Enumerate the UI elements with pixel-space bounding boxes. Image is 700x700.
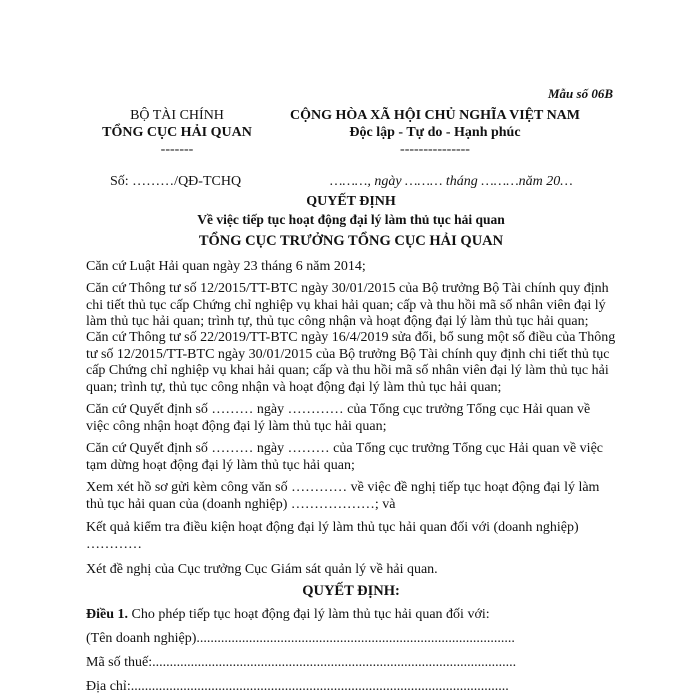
issuing-authority: TỔNG CỤC TRƯỞNG TỔNG CỤC HẢI QUAN [198, 233, 504, 249]
paragraph-legal-basis-1: Căn cứ Luật Hải quan ngày 23 tháng 6 năm 2014; [86, 259, 366, 274]
national-motto: Độc lập - Tự do - Hạnh phúc [349, 125, 521, 140]
field-tax-code: Mã số thuế:........................................................................................................ [86, 655, 517, 670]
paragraph-legal-basis-2: Căn cứ Thông tư số 12/2015/TT-BTC ngày 30/01/2015 của Bộ trưởng Bộ Tài chính quy định chi tiết thủ tục cấp Chứng chỉ nghiệp vụ khai hải quan; cấp và thu hồi mã số nhân viên đại lý làm thủ tục hải quan; trình tự, thủ tục công nhận và hoạt động đại lý làm thủ tục hải quan; [86, 281, 609, 329]
department-name: TỔNG CỤC HẢI QUAN [102, 125, 252, 140]
left-header-dashes: ------- [160, 142, 194, 157]
right-header-dashes: --------------- [400, 142, 470, 157]
document-date: ………, ngày ……… tháng ………năm 20… [330, 174, 573, 189]
article-1-label: Điều 1. [86, 607, 128, 622]
country-name: CỘNG HÒA XÃ HỘI CHỦ NGHĨA VIỆT NAM [289, 108, 580, 123]
document-title: QUYẾT ĐỊNH [306, 194, 396, 209]
ministry-name: BỘ TÀI CHÍNH [130, 108, 224, 123]
right-header [280, 107, 590, 158]
left-header [92, 107, 262, 158]
paragraph-legal-basis-4: Căn cứ Quyết định số ……… ngày ………… của Tổng cục trưởng Tổng cục Hải quan về việc công nhận hoạt động đại lý làm thủ tục hải quan; [86, 402, 591, 434]
document-subtitle: Về việc tiếp tục hoạt động đại lý làm thủ tục hải quan [197, 212, 505, 227]
decision-heading: QUYẾT ĐỊNH: [302, 583, 400, 599]
field-address: Địa chỉ:............................................................................................................ [86, 679, 509, 694]
paragraph-review: Xem xét hồ sơ gửi kèm công văn số ………… về việc đề nghị tiếp tục hoạt động đại lý làm thủ tục hải quan của (doanh nghiệp) ………………; và [86, 480, 600, 512]
article-1 [86, 607, 616, 624]
paragraph-legal-basis-3: Căn cứ Thông tư số 22/2019/TT-BTC ngày 16/4/2019 sửa đổi, bổ sung một số điều của Thông tư số 12/2015/TT-BTC ngày 30/01/2015 của Bộ trưởng Bộ Tài chính quy định chi tiết thủ tục cấp Chứng chỉ nghiệp vụ khai hải quan; cấp và thu hồi mã số nhân viên đại lý làm thủ tục hải quan; trình tự, thủ tục công nhận và hoạt động đại lý làm thủ tục hải quan; [86, 330, 616, 395]
paragraph-legal-basis-5: Căn cứ Quyết định số ……… ngày ……… của Tổng cục trưởng Tổng cục Hải quan về việc tạm dừng hoạt động đại lý làm thủ tục hải quan; [86, 441, 604, 473]
form-number: Mẫu số 06B [548, 86, 614, 101]
paragraph-inspection: Kết quả kiểm tra điều kiện hoạt động đại lý làm thủ tục hải quan đối với (doanh nghiệp) ………… [86, 520, 579, 552]
paragraph-proposal: Xét đề nghị của Cục trưởng Cục Giám sát quản lý về hải quan. [86, 562, 438, 577]
article-1-text: Cho phép tiếp tục hoạt động đại lý làm thủ tục hải quan đối với: [128, 607, 490, 622]
document-number: Số: ………/QĐ-TCHQ [110, 174, 242, 189]
field-company-name: (Tên doanh nghiệp)........................................................................................... [86, 631, 515, 646]
